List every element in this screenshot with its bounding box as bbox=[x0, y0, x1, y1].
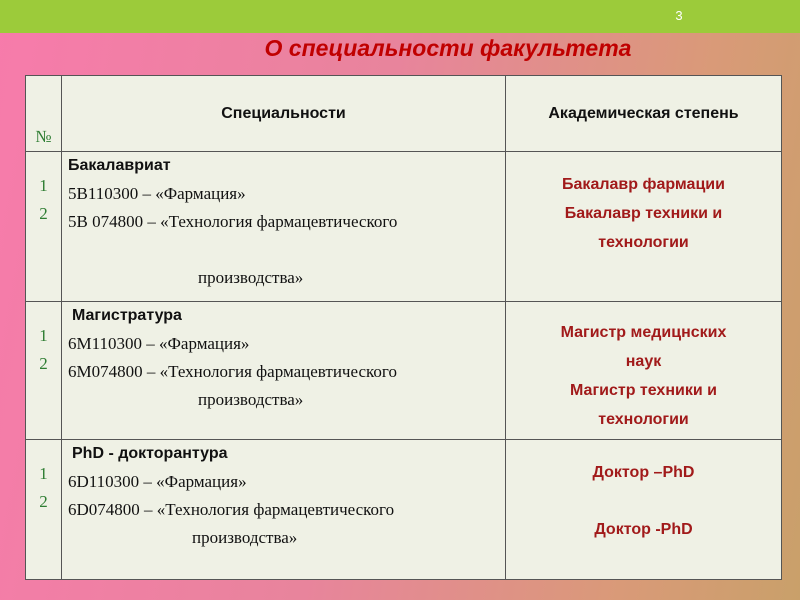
table-row bbox=[26, 440, 782, 580]
degree-line: Бакалавр фармации bbox=[562, 176, 725, 193]
slide-number: 3 bbox=[675, 8, 683, 23]
program-continuation: производства» bbox=[192, 528, 298, 547]
degree-line: Магистр техники и bbox=[570, 382, 717, 399]
row-number: 1 bbox=[39, 326, 48, 345]
study-level: PhD - докторантура bbox=[72, 445, 228, 462]
specialty-cell bbox=[62, 302, 506, 440]
degree-cell bbox=[506, 302, 782, 440]
specialties-table-container bbox=[25, 75, 781, 579]
program-continuation: производства» bbox=[198, 390, 304, 409]
program-item: 5В110300 – «Фармация» bbox=[68, 184, 246, 203]
row-numbers bbox=[26, 302, 62, 440]
specialty-cell bbox=[62, 440, 506, 580]
page-title: О специальности факультета bbox=[264, 35, 632, 61]
column-header-specialties: Специальности bbox=[62, 76, 506, 152]
row-number: 2 bbox=[39, 492, 48, 511]
degree-cell bbox=[506, 152, 782, 302]
row-number: 2 bbox=[39, 204, 48, 223]
row-numbers bbox=[26, 152, 62, 302]
program-item: 5В 074800 – «Технология фармацевтического bbox=[68, 212, 398, 231]
degree-line: наук bbox=[625, 353, 662, 370]
degree-line: Доктор -PhD bbox=[594, 521, 693, 538]
degree-cell bbox=[506, 440, 782, 580]
program-continuation: производства» bbox=[198, 268, 304, 287]
degree-line: технологии bbox=[598, 411, 689, 428]
row-number: 1 bbox=[39, 464, 48, 483]
program-item: 6D110300 – «Фармация» bbox=[68, 472, 247, 491]
row-numbers bbox=[26, 440, 62, 580]
row-number: 1 bbox=[39, 176, 48, 195]
program-item: 6М074800 – «Технология фармацевтического bbox=[68, 362, 397, 381]
table-row bbox=[26, 152, 782, 302]
study-level: Бакалавриат bbox=[68, 157, 171, 174]
table-header-row bbox=[26, 76, 782, 152]
specialty-cell bbox=[62, 152, 506, 302]
row-number: 2 bbox=[39, 354, 48, 373]
specialties-table bbox=[25, 75, 782, 580]
program-item: 6D074800 – «Технология фармацевтического bbox=[68, 500, 395, 519]
degree-line: технологии bbox=[598, 234, 689, 251]
degree-line: Бакалавр техники и bbox=[564, 205, 723, 222]
column-header-degree: Академическая степень bbox=[506, 76, 782, 152]
degree-line: Магистр медицнских bbox=[560, 324, 727, 341]
program-item: 6М110300 – «Фармация» bbox=[68, 334, 250, 353]
degree-line: Доктор –PhD bbox=[592, 464, 695, 481]
table-row bbox=[26, 302, 782, 440]
study-level: Магистратура bbox=[72, 307, 182, 324]
column-header-number: № bbox=[26, 76, 62, 152]
